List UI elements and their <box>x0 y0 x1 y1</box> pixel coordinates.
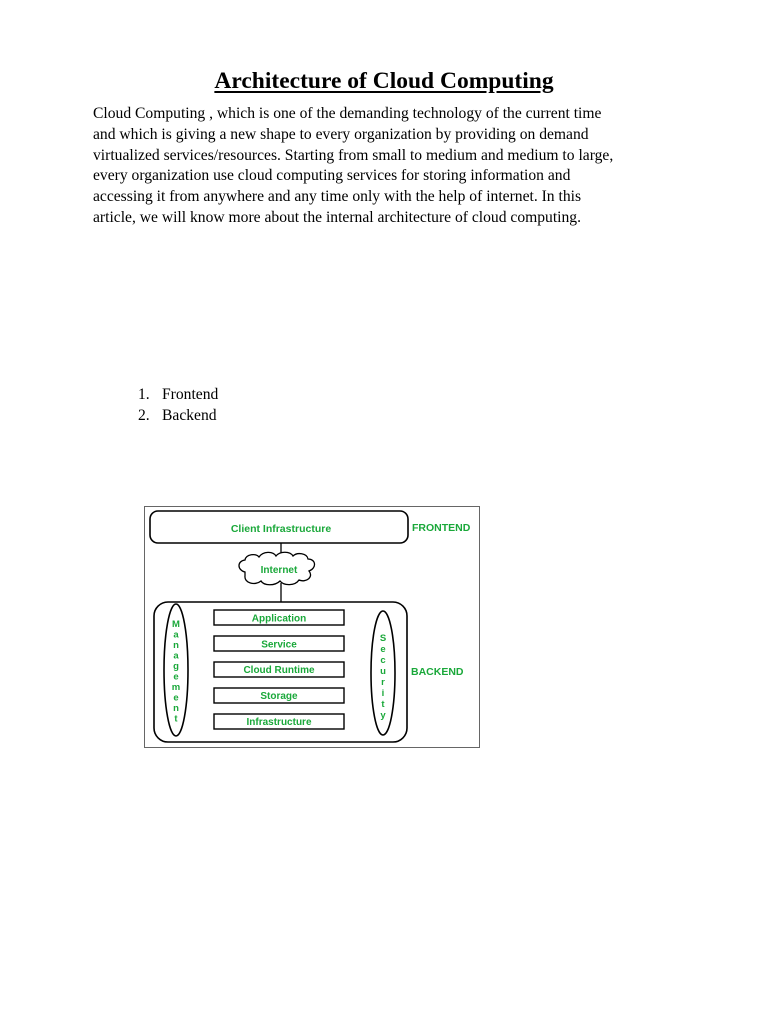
security-letter: y <box>380 710 386 721</box>
management-letter: e <box>173 671 179 683</box>
management-letter: e <box>173 692 179 704</box>
layer-label: Service <box>261 639 297 651</box>
architecture-diagram <box>144 506 480 748</box>
intro-line: article, we will know more about the internal architecture of cloud computing. <box>93 208 582 226</box>
layer-label: Storage <box>260 691 298 702</box>
intro-line: virtualized services/resources. Starting from small to medium and medium to large, <box>93 146 614 164</box>
list-text: Backend <box>162 407 217 424</box>
numbered-list <box>138 384 218 426</box>
intro-line: and which is giving a new shape to every organization by providing on demand <box>93 125 589 143</box>
management-letter: t <box>174 713 178 725</box>
intro-paragraph <box>93 104 673 229</box>
management-letter: g <box>173 661 179 672</box>
management-letter: m <box>171 682 181 693</box>
list-item <box>138 384 218 405</box>
intro-line: every organization use cloud computing services for storing information and <box>93 167 571 185</box>
backend-label: BACKEND <box>411 666 464 678</box>
intro-line: Cloud Computing , which is one of the demanding technology of the current time <box>93 105 602 122</box>
management-letter: a <box>173 650 179 662</box>
frontend-label: FRONTEND <box>412 522 471 534</box>
management-letter: n <box>173 703 179 714</box>
client-infrastructure-label: Client Infrastructure <box>230 523 332 535</box>
management-letter: M <box>172 619 180 630</box>
security-letter: e <box>380 644 386 655</box>
security-letter: r <box>381 677 385 688</box>
layer-label: Cloud Runtime <box>243 665 315 676</box>
layer-label: Infrastructure <box>246 717 312 728</box>
management-letter: n <box>173 640 179 651</box>
list-number: 1. <box>138 386 150 403</box>
list-text: Frontend <box>162 386 219 403</box>
security-letter: c <box>380 655 386 666</box>
security-letter: i <box>381 688 385 699</box>
security-letter: S <box>379 633 387 644</box>
security-letter: t <box>381 699 385 710</box>
intro-line: accessing it from anywhere and any time only with the help of internet. In this <box>93 188 582 206</box>
management-letter: a <box>173 629 179 641</box>
internet-label: Internet <box>260 565 298 576</box>
page-title: Architecture of Cloud Computing <box>214 68 554 94</box>
security-letter: u <box>380 666 386 677</box>
layer-label: Application <box>251 613 307 625</box>
list-number: 2. <box>138 407 150 424</box>
list-item <box>138 405 218 426</box>
